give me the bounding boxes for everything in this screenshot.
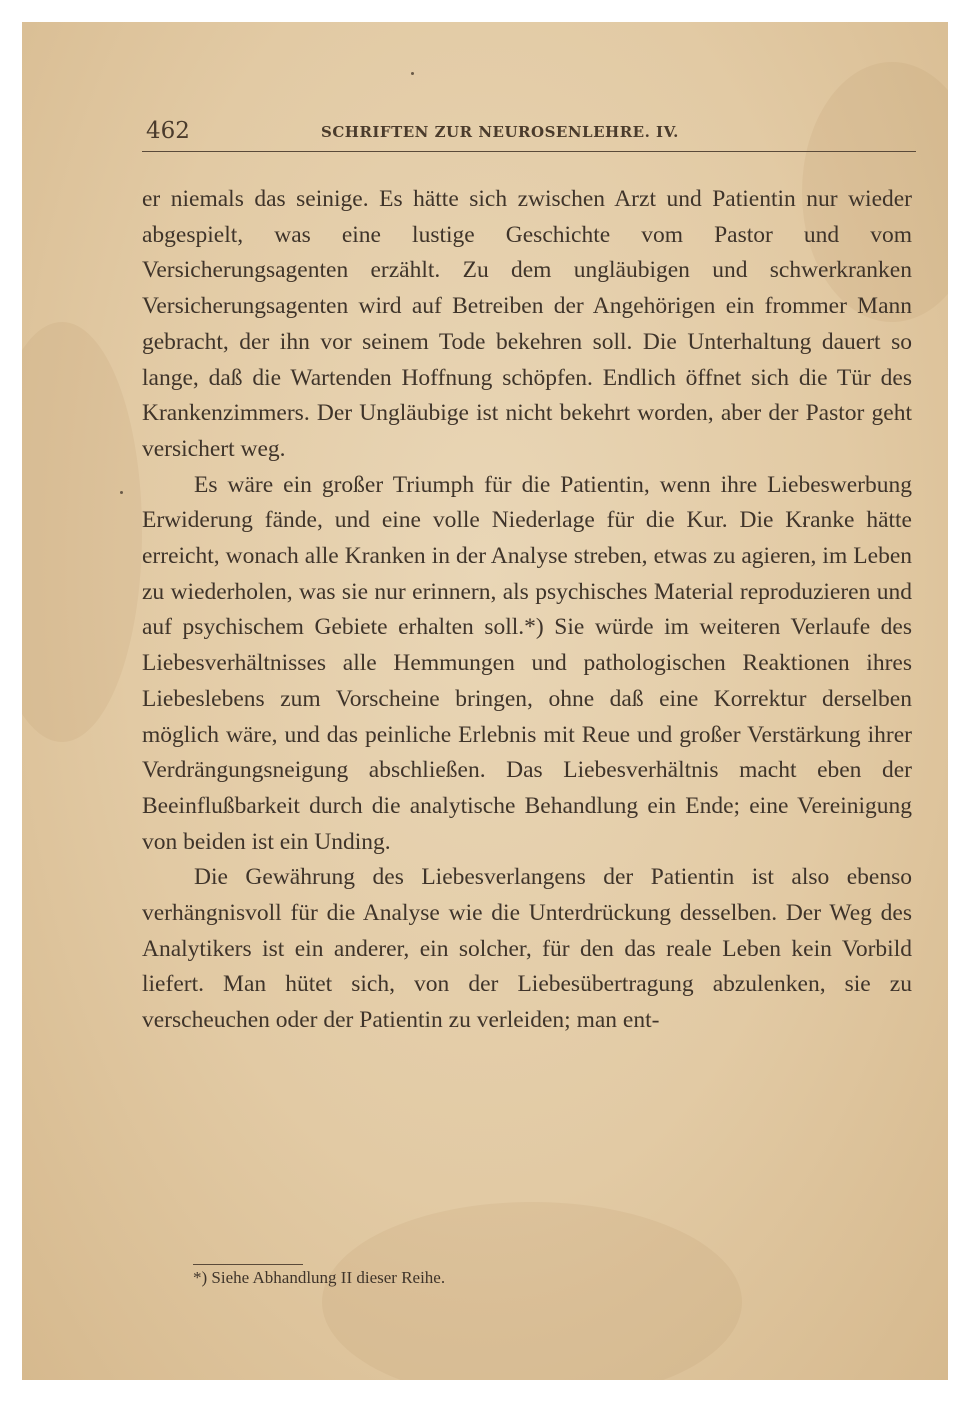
paper-stain (322, 1202, 742, 1380)
footnote: *) Siehe Abhandlung II dieser Reihe. (193, 1268, 446, 1287)
paper-stain (22, 322, 142, 742)
page-number: 462 (146, 118, 190, 144)
header-rule (142, 151, 916, 152)
paragraph: er niemals das seinige. Es hätte sich zwischen Arzt und Patientin nur wieder abgespielt, was eine lustige Geschichte vom Pastor und vom Versicherungsagenten erzählt. Zu dem ungläubigen und schwerkranken Versicherungsagenten wird auf Betreiben der Angehörigen ein frommer Mann gebracht, der ihn vor seinem Tode bekehren soll. Die Unterhaltung dauert so lange, daß die Wartenden Hoffnung schöpfen. Endlich öffnet sich die Tür des Krankenzimmers. Der Ungläubige ist nicht bekehrt worden, aber der Pastor geht versichert weg. (142, 186, 912, 462)
ink-speck (120, 491, 123, 494)
running-title: SCHRIFTEN ZUR NEUROSENLEHRE. IV. (321, 123, 679, 141)
body-text (142, 182, 912, 1039)
footnote-rule (193, 1264, 303, 1265)
paragraph: Die Gewährung des Liebesverlangens der Patientin ist also ebenso verhängnisvoll für die Analyse wie die Unterdrückung desselben. Der Weg des Analytikers ist ein anderer, ein solcher, für den das reale Leben kein Vorbild liefert. Man hütet sich, von der Liebesübertragung abzulenken, sie zu verscheuchen oder der Patientin zu verleiden; man ent- (142, 864, 912, 1034)
paragraph: Es wäre ein großer Triumph für die Patientin, wenn ihre Liebeswerbung Erwiderung fände, und eine volle Niederlage für die Kur. Die Kranke hätte erreicht, wonach alle Kranken in der Analyse streben, etwas zu agieren, im Leben zu wiederholen, was sie nur erinnern, als psychisches Material reproduzieren und auf psychischem Gebiete erhalten soll.*) Sie würde im weiteren Verlaufe des Liebesverhältnisses alle Hemmungen und pathologischen Reaktionen ihres Liebeslebens zum Vorscheine bringen, ohne daß eine Korrektur derselben möglich wäre, und das peinliche Erlebnis mit Reue und großer Verstärkung ihrer Verdrängungsneigung abschließen. Das Liebesverhältnis macht eben der Beeinflußbarkeit durch die analytische Behandlung ein Ende; eine Vereinigung von beiden ist ein Unding. (142, 471, 912, 855)
ink-speck (411, 72, 414, 75)
page-header (146, 118, 916, 154)
